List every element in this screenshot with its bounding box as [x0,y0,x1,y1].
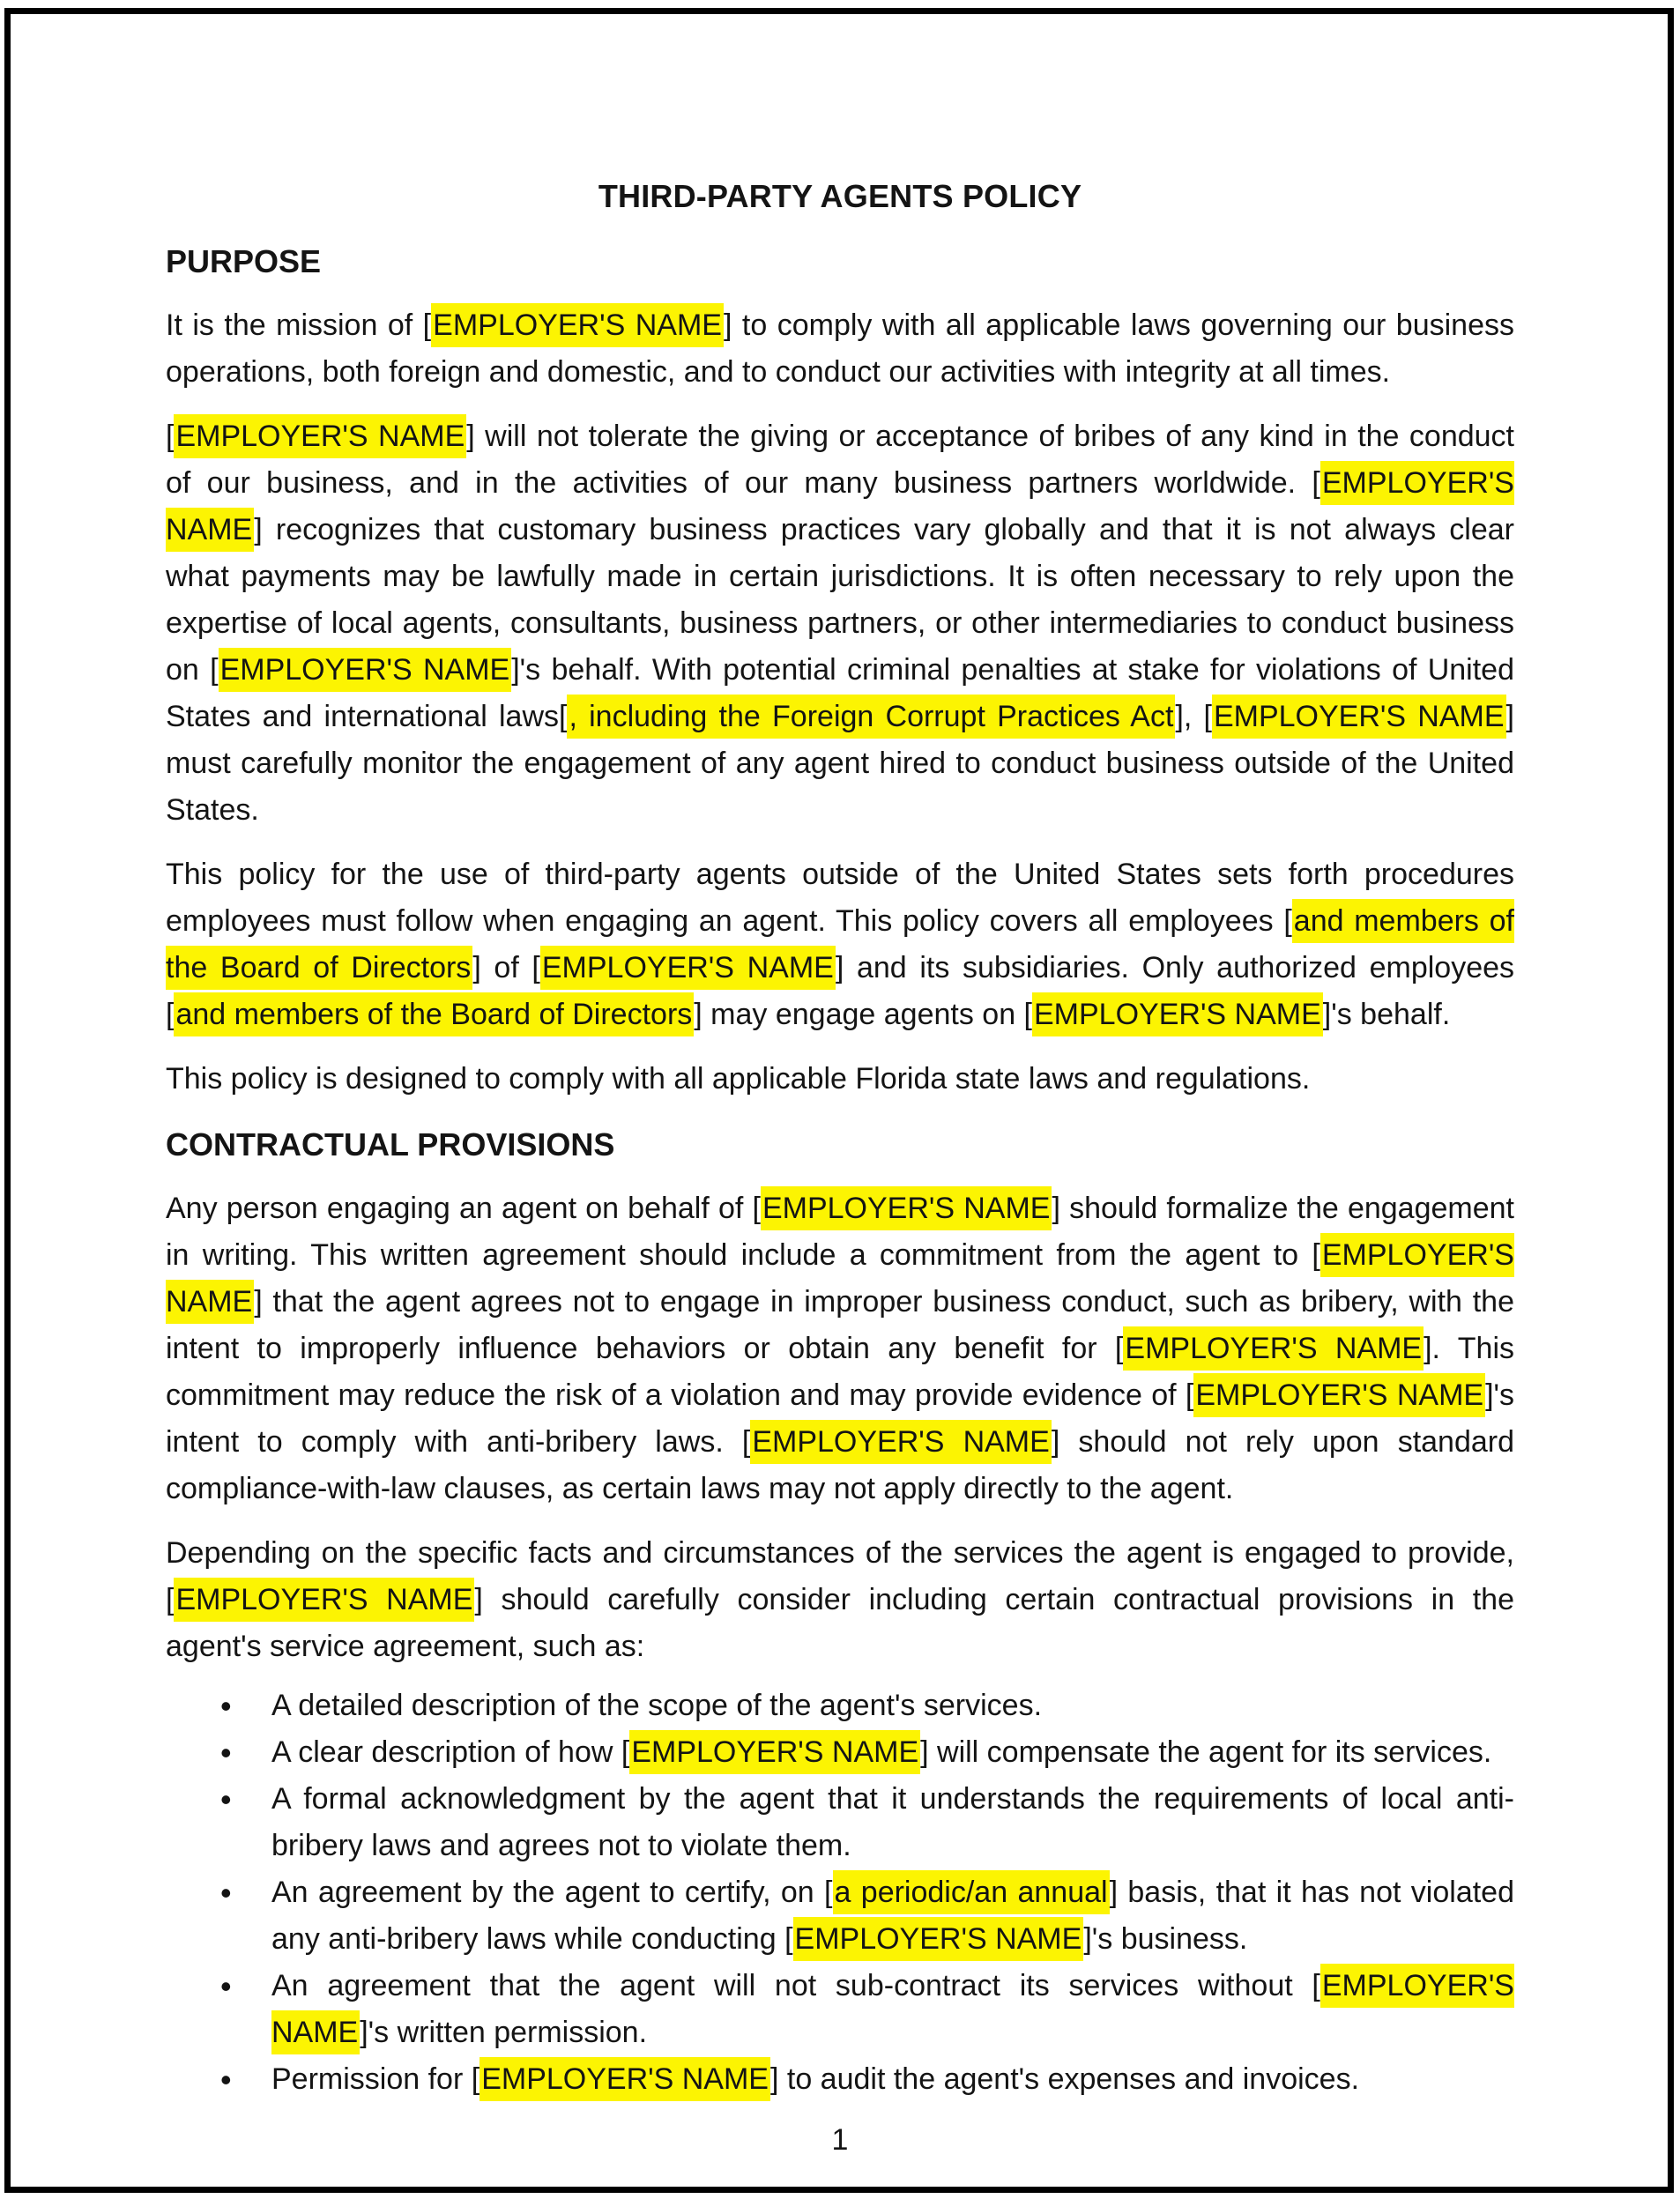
list-item-subcontract [271,1963,1514,2056]
text-run: ] of [ [472,951,540,984]
paragraph-florida-compliance [166,1056,1514,1103]
section-heading-purpose: PURPOSE [166,243,322,279]
section-heading-contractual-provisions: CONTRACTUAL PROVISIONS [166,1126,615,1163]
list-item-scope [271,1683,1514,1729]
highlighted-placeholder-text: EMPLOYER'S NAME [174,1578,474,1622]
highlighted-placeholder-text: EMPLOYER'S NAME [271,1964,1514,2054]
text-run: ]'s written permission. [360,2016,648,2049]
text-run: This policy for the use of third-party agents outside of the United States sets forth procedures employees must follow when engaging an agent. This policy covers all employees [ [166,858,1514,938]
highlighted-placeholder-text: EMPLOYER'S NAME [793,1917,1084,1961]
paragraph-contractual-considerations [166,1530,1514,1670]
text-run: This policy is designed to comply with all applicable Florida state laws and regulations. [166,1062,1311,1096]
highlighted-placeholder-text: and members of the Board of Directors [166,899,1514,990]
list-item-compensation [271,1729,1514,1776]
paragraph-policy-scope [166,851,1514,1038]
highlighted-placeholder-text: EMPLOYER'S NAME [1032,992,1323,1036]
highlighted-placeholder-text: EMPLOYER'S NAME [1193,1373,1485,1417]
highlighted-placeholder-text: EMPLOYER'S NAME [166,1233,1514,1324]
provision-list [166,1683,1514,2103]
text-run: ] should carefully consider including certain contractual provisions in the agent's service agreement, such as: [166,1583,1514,1663]
highlighted-placeholder-text: EMPLOYER'S NAME [761,1186,1052,1230]
text-run: ] to comply with all applicable laws governing our business operations, both foreign and domestic, and to conduct our activities with integrity at all times. [166,308,1514,389]
text-run: An agreement by the agent to certify, on [ [271,1876,833,1909]
text-run: Permission for [ [271,2062,480,2096]
highlighted-placeholder-text: EMPLOYER'S NAME [1123,1326,1424,1371]
text-run: ] may engage agents on [ [694,998,1032,1031]
highlighted-placeholder-text: EMPLOYER'S NAME [629,1730,920,1774]
text-run: An agreement that the agent will not sub-contract its services without [ [271,1969,1320,2002]
text-run: ] that the agent agrees not to engage in improper business conduct, such as bribery, with the intent to improperly influence behaviors or obtain any benefit for [ [166,1285,1514,1365]
text-run: Depending on the specific facts and circumstances of the services the agent is engaged to provide, [ [166,1536,1514,1616]
text-run: A detailed description of the scope of the agent's services. [271,1689,1043,1722]
highlighted-placeholder-text: , including the Foreign Corrupt Practices Act [567,695,1175,739]
highlighted-placeholder-text: EMPLOYER'S NAME [174,414,466,458]
list-item-certification [271,1869,1514,1963]
text-run: ] will compensate the agent for its services. [920,1735,1492,1769]
text-run: ] recognizes that customary business practices vary globally and that it is not always clear what payments may be lawfully made in certain jurisdictions. It is often necessary to rely upon the expertise of local agents, consultants, business partners, or other intermediaries to conduct business on [ [166,513,1514,687]
page-number: 1 [831,2123,849,2157]
highlighted-placeholder-text: EMPLOYER'S NAME [540,946,836,990]
highlighted-placeholder-text: a periodic/an annual [833,1870,1110,1914]
text-run: A clear description of how [ [271,1735,630,1769]
text-run: It is the mission of [ [166,308,432,342]
paragraph-no-tolerance [166,413,1514,834]
text-run: ] must carefully monitor the engagement of any agent hired to conduct business outside of the United States. [166,700,1514,827]
text-run: ] will not tolerate the giving or acceptance of bribes of any kind in the conduct of our business, and in the activities of our many business partners worldwide. [ [166,420,1514,500]
list-item-acknowledgment [271,1776,1514,1869]
highlighted-placeholder-text: EMPLOYER'S NAME [750,1420,1051,1464]
highlighted-placeholder-text: EMPLOYER'S NAME [219,648,512,692]
text-run: ]'s behalf. [1322,998,1451,1031]
text-run: ] and its subsidiaries. Only authorized employees [ [166,951,1515,1031]
text-run: ] basis, that it has not violated any anti-bribery laws while conducting [ [271,1876,1514,1956]
text-run: ] should not rely upon standard compliance-with-law clauses, as certain laws may not apply directly to the agent. [166,1425,1515,1505]
highlighted-placeholder-text: EMPLOYER'S NAME [166,461,1514,552]
paragraph-formalize-engagement [166,1185,1514,1512]
document-title: THIRD-PARTY AGENTS POLICY [598,178,1082,214]
text-run: A formal acknowledgment by the agent that it understands the requirements of local anti-bribery laws and agrees not to violate them. [271,1782,1514,1862]
text-run: ]'s business. [1083,1922,1248,1956]
highlighted-placeholder-text: and members of the Board of Directors [174,992,694,1036]
text-run: [ [166,420,175,453]
text-run: ] should formalize the engagement in writing. This written agreement should include a commitment from the agent to [ [166,1192,1514,1272]
text-run: ]'s intent to comply with anti-bribery laws. [ [166,1378,1515,1459]
text-run: ]'s behalf. With potential criminal penalties at stake for violations of United States and international laws[ [166,653,1514,733]
paragraph-mission [166,302,1514,396]
highlighted-placeholder-text: EMPLOYER'S NAME [479,2057,770,2101]
list-item-audit [271,2056,1514,2103]
text-run: Any person engaging an agent on behalf of [ [166,1192,761,1225]
highlighted-placeholder-text: EMPLOYER'S NAME [431,303,724,347]
text-run: ], [ [1175,700,1212,733]
text-run: ] to audit the agent's expenses and invoices. [769,2062,1360,2096]
highlighted-placeholder-text: EMPLOYER'S NAME [1212,695,1506,739]
text-run: ]. This commitment may reduce the risk of a violation and may provide evidence of [ [166,1332,1514,1412]
